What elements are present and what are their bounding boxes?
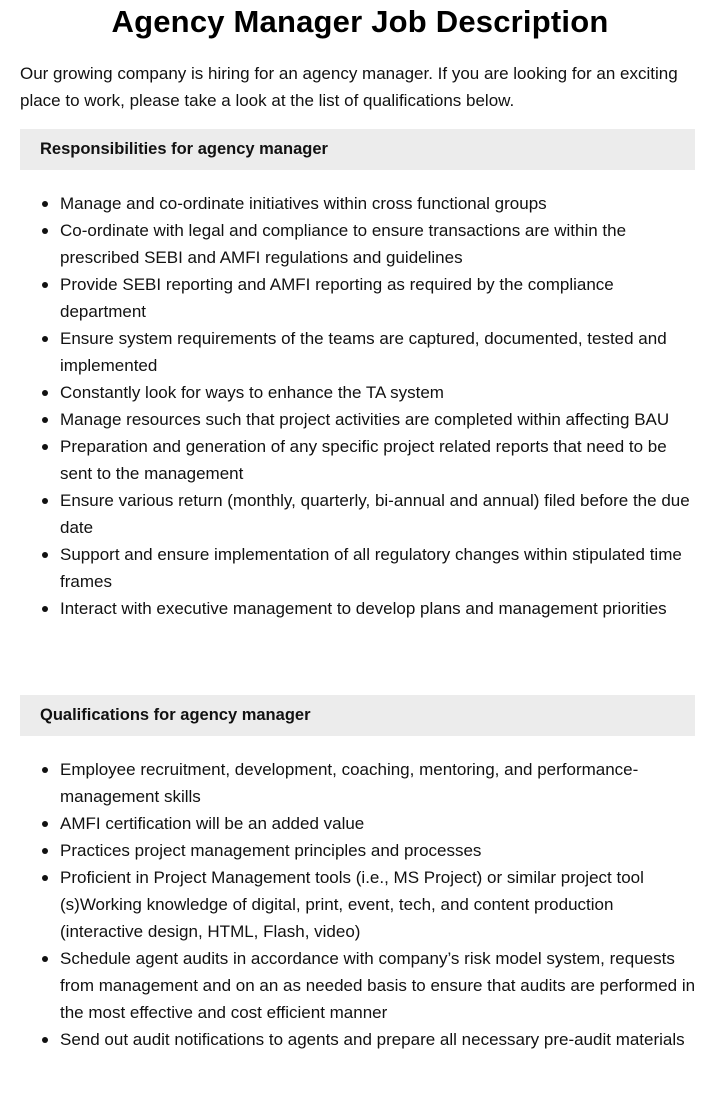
list-item-text: Constantly look for ways to enhance the TA system — [60, 383, 444, 402]
bullet-icon — [42, 1037, 48, 1043]
list-item — [60, 271, 700, 325]
bullet-icon — [42, 956, 48, 962]
responsibilities-list — [20, 190, 700, 622]
qualifications-list — [20, 756, 700, 1053]
list-item — [60, 541, 700, 595]
bullet-icon — [42, 848, 48, 854]
list-item-text: Preparation and generation of any specific project related reports that need to be sent to the management — [60, 437, 667, 483]
bullet-icon — [42, 336, 48, 342]
list-item-text: Send out audit notifications to agents and prepare all necessary pre-audit materials — [60, 1030, 685, 1049]
list-item-text: Provide SEBI reporting and AMFI reporting as required by the compliance department — [60, 275, 614, 321]
list-item-text: Proficient in Project Management tools (i.e., MS Project) or similar project tool (s)Working knowledge of digital, print, event, tech, and content production (interactive design, HTML, Flash, video) — [60, 868, 644, 941]
list-item-text: Manage resources such that project activities are completed within affecting BAU — [60, 410, 670, 429]
list-item — [60, 1026, 700, 1053]
list-item-text: AMFI certification will be an added value — [60, 814, 365, 833]
list-item — [60, 756, 700, 810]
responsibilities-heading: Responsibilities for agency manager — [20, 129, 695, 170]
bullet-icon — [42, 767, 48, 773]
list-item — [60, 864, 700, 945]
list-item-text: Schedule agent audits in accordance with company’s risk model system, requests from management and on an as needed basis to ensure that audits are performed in the most effective and cost efficient manner — [60, 949, 696, 1022]
list-item — [60, 379, 700, 406]
list-item — [60, 406, 700, 433]
bullet-icon — [42, 201, 48, 207]
list-item — [60, 190, 700, 217]
list-item-text: Practices project management principles and processes — [60, 841, 482, 860]
bullet-icon — [42, 606, 48, 612]
list-item — [60, 595, 700, 622]
list-item — [60, 487, 700, 541]
bullet-icon — [42, 417, 48, 423]
bullet-icon — [42, 498, 48, 504]
list-item — [60, 325, 700, 379]
list-item — [60, 810, 700, 837]
bullet-icon — [42, 875, 48, 881]
list-item-text: Manage and co-ordinate initiatives within cross functional groups — [60, 194, 547, 213]
list-item-text: Employee recruitment, development, coaching, mentoring, and performance-management skills — [60, 760, 639, 806]
list-item-text: Interact with executive management to develop plans and management priorities — [60, 599, 667, 618]
bullet-icon — [42, 228, 48, 234]
list-item — [60, 945, 700, 1026]
bullet-icon — [42, 390, 48, 396]
bullet-icon — [42, 821, 48, 827]
list-item — [60, 217, 700, 271]
bullet-icon — [42, 552, 48, 558]
list-item-text: Ensure various return (monthly, quarterly, bi-annual and annual) filed before the due date — [60, 491, 690, 537]
list-item-text: Co-ordinate with legal and compliance to ensure transactions are within the prescribed SEBI and AMFI regulations and guidelines — [60, 221, 627, 267]
page-title: Agency Manager Job Description — [111, 4, 609, 39]
bullet-icon — [42, 444, 48, 450]
list-item — [60, 433, 700, 487]
intro-paragraph: Our growing company is hiring for an agency manager. If you are looking for an exciting place to work, please take a look at the list of qualifications below. — [20, 64, 678, 110]
qualifications-heading: Qualifications for agency manager — [20, 695, 695, 736]
list-item-text: Ensure system requirements of the teams are captured, documented, tested and implemented — [60, 329, 667, 375]
bullet-icon — [42, 282, 48, 288]
list-item — [60, 837, 700, 864]
list-item-text: Support and ensure implementation of all regulatory changes within stipulated time frames — [60, 545, 682, 591]
